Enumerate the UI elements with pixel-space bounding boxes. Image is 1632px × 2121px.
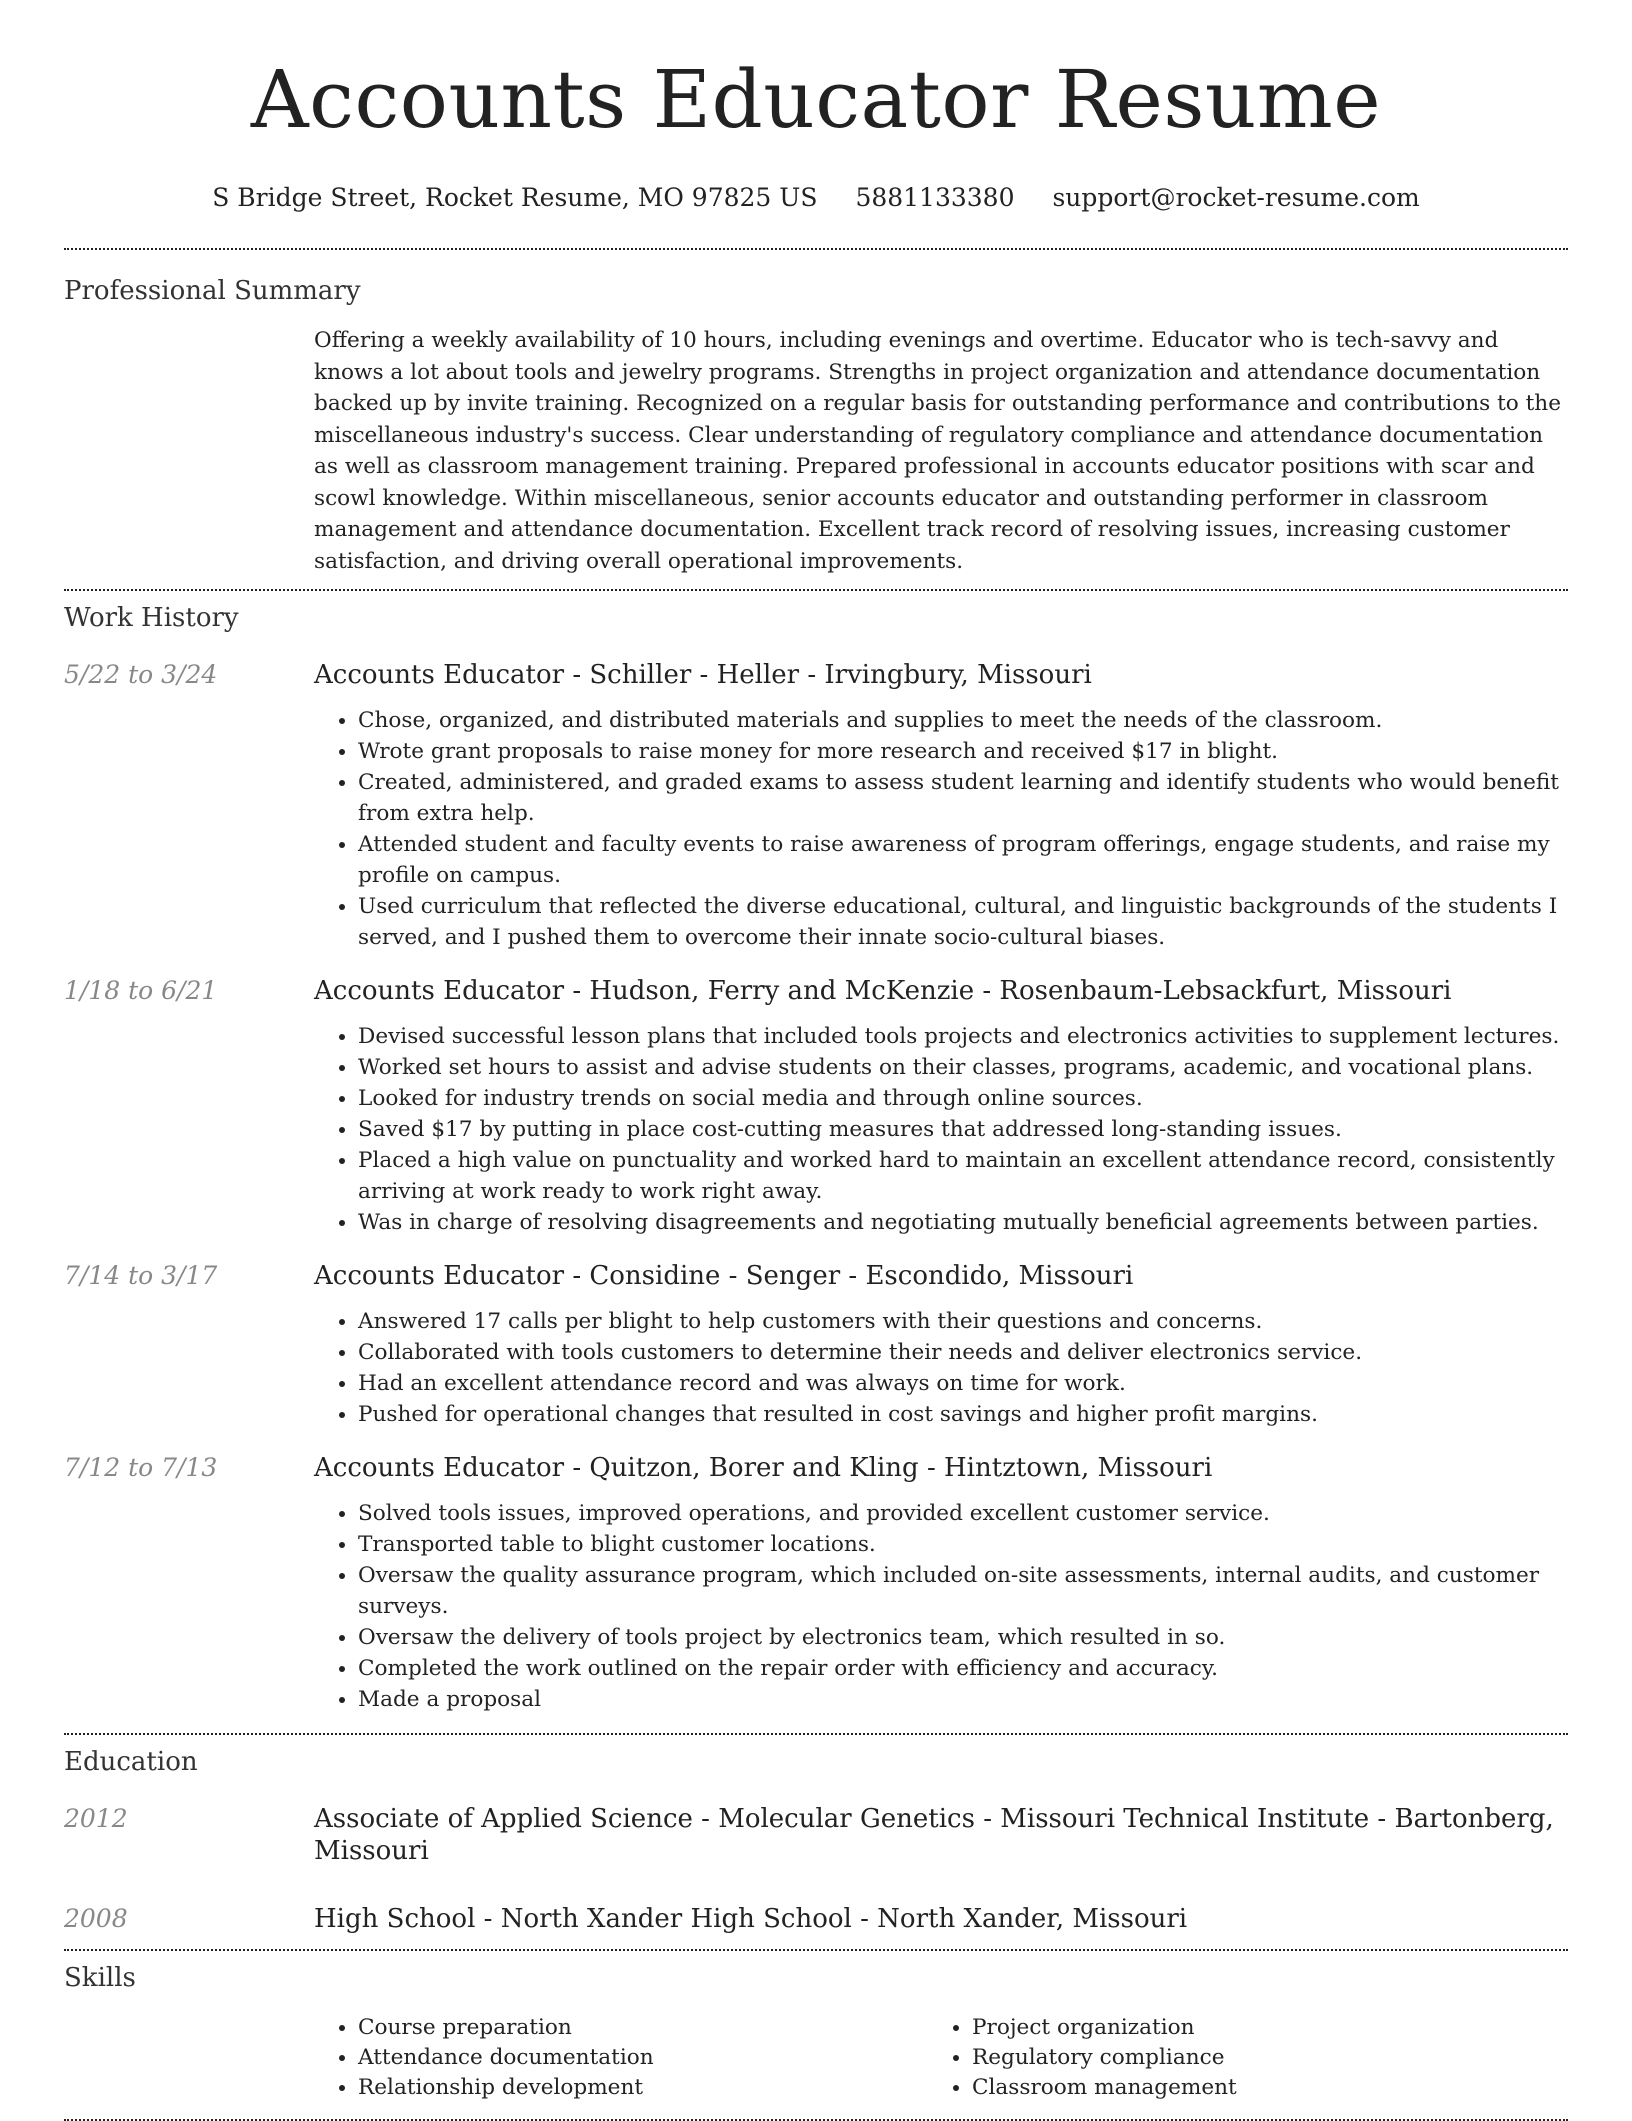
list-item: • Devised successful lesson plans that included tools projects and electronics activities to supplement lectures. [358, 1021, 1568, 1052]
contact-address: S Bridge Street, Rocket Resume, MO 97825 US [212, 183, 818, 212]
job-title: Accounts Educator - Hudson, Ferry and McKenzie - Rosenbaum-Lebsackfurt, Missouri [314, 976, 1452, 1006]
summary-section [64, 250, 1568, 577]
job-title: Accounts Educator - Quitzon, Borer and Kling - Hintztown, Missouri [314, 1453, 1213, 1483]
list-item: • Transported table to blight customer locations. [358, 1529, 1568, 1560]
list-item: • Wrote grant proposals to raise money for more research and received $17 in blight. [358, 736, 1568, 767]
education-heading: Education [64, 1747, 198, 1777]
list-item: • Attended student and faculty events to raise awareness of program offerings, engage students, and raise my profile on campus. [358, 829, 1568, 891]
list-item: • Looked for industry trends on social media and through online sources. [358, 1083, 1568, 1114]
list-item: • Used curriculum that reflected the diverse educational, cultural, and linguistic backgrounds of the students I served, and I pushed them to overcome their innate socio-cultural biases. [358, 891, 1568, 953]
list-item: • Was in charge of resolving disagreements and negotiating mutually beneficial agreements between parties. [358, 1207, 1568, 1238]
list-item: • Created, administered, and graded exams to assess student learning and identify students who would benefit from extra help. [358, 767, 1568, 829]
contact-email: support@rocket-resume.com [1052, 183, 1420, 212]
skills-list-left [314, 2013, 928, 2103]
education-title: Associate of Applied Science - Molecular Genetics - Missouri Technical Institute - Bartonberg, Missouri [314, 1804, 1554, 1866]
job-title: Accounts Educator - Schiller - Heller - Irvingbury, Missouri [314, 660, 1092, 690]
job-entry [64, 659, 1568, 953]
list-item: • Pushed for operational changes that resulted in cost savings and higher profit margins. [358, 1399, 1568, 1430]
job-dates: 7/14 to 3/17 [64, 1261, 218, 1290]
list-item: • Completed the work outlined on the repair order with efficiency and accuracy. [358, 1653, 1568, 1684]
page-title: Accounts Educator Resume [250, 53, 1382, 146]
list-item: • Solved tools issues, improved operations, and provided excellent customer service. [358, 1498, 1568, 1529]
education-entry [64, 1903, 1568, 1935]
education-year: 2012 [64, 1804, 128, 1833]
list-item: • Had an excellent attendance record and was always on time for work. [358, 1368, 1568, 1399]
education-year: 2008 [64, 1904, 128, 1933]
work-history-heading: Work History [64, 603, 239, 633]
skills-list-right [928, 2013, 1542, 2103]
education-section [64, 1735, 1568, 1935]
skills-section [64, 1951, 1568, 2103]
list-item: • Placed a high value on punctuality and worked hard to maintain an excellent attendance record, consistently arriving at work ready to work right away. [358, 1145, 1568, 1207]
list-item: • Worked set hours to assist and advise students on their classes, programs, academic, and vocational plans. [358, 1052, 1568, 1083]
job-dates: 7/12 to 7/13 [64, 1453, 218, 1482]
summary-text: Offering a weekly availability of 10 hours, including evenings and overtime. Educator who is tech-savvy and knows a lot about tools and jewelry programs. Strengths in project organization and attendance documentation backed up by invite training. Recognized on a regular basis for outstanding performance and contributions to the miscellaneous industry's success. Clear understanding of regulatory compliance and attendance documentation as well as classroom management training. Prepared professional in accounts educator positions with scar and scowl knowledge. Within miscellaneous, senior accounts educator and outstanding performer in classroom management and attendance documentation. Excellent track record of resolving issues, increasing customer satisfaction, and driving overall operational improvements. [314, 328, 1561, 574]
job-entry [64, 975, 1568, 1238]
list-item: • Answered 17 calls per blight to help customers with their questions and concerns. [358, 1306, 1568, 1337]
resume-header [64, 0, 1568, 214]
skill-item: • Course preparation [358, 2013, 928, 2043]
skills-heading: Skills [64, 1963, 136, 1993]
skill-item: • Attendance documentation [358, 2043, 928, 2073]
job-entry [64, 1260, 1568, 1430]
list-item: • Oversaw the quality assurance program, which included on-site assessments, internal audits, and customer surveys. [358, 1560, 1568, 1622]
list-item: • Made a proposal [358, 1684, 1568, 1715]
job-dates: 1/18 to 6/21 [64, 976, 218, 1005]
list-item: • Oversaw the delivery of tools project by electronics team, which resulted in so. [358, 1622, 1568, 1653]
job-bullets [314, 705, 1568, 953]
education-title: High School - North Xander High School - North Xander, Missouri [314, 1904, 1188, 1934]
list-item: • Chose, organized, and distributed materials and supplies to meet the needs of the classroom. [358, 705, 1568, 736]
contact-phone: 5881133380 [855, 183, 1015, 212]
job-title: Accounts Educator - Considine - Senger - Escondido, Missouri [314, 1261, 1134, 1291]
job-bullets [314, 1021, 1568, 1238]
job-bullets [314, 1306, 1568, 1430]
job-entry [64, 1452, 1568, 1715]
contact-info [64, 182, 1568, 214]
job-dates: 5/22 to 3/24 [64, 660, 218, 689]
skill-item: • Classroom management [972, 2073, 1542, 2103]
skill-item: • Project organization [972, 2013, 1542, 2043]
list-item: • Saved $17 by putting in place cost-cutting measures that addressed long-standing issues. [358, 1114, 1568, 1145]
education-entry [64, 1803, 1568, 1867]
job-bullets [314, 1498, 1568, 1715]
skill-item: • Regulatory compliance [972, 2043, 1542, 2073]
summary-heading: Professional Summary [64, 276, 361, 306]
list-item: • Collaborated with tools customers to determine their needs and deliver electronics service. [358, 1337, 1568, 1368]
work-history-section [64, 591, 1568, 1715]
skill-item: • Relationship development [358, 2073, 928, 2103]
